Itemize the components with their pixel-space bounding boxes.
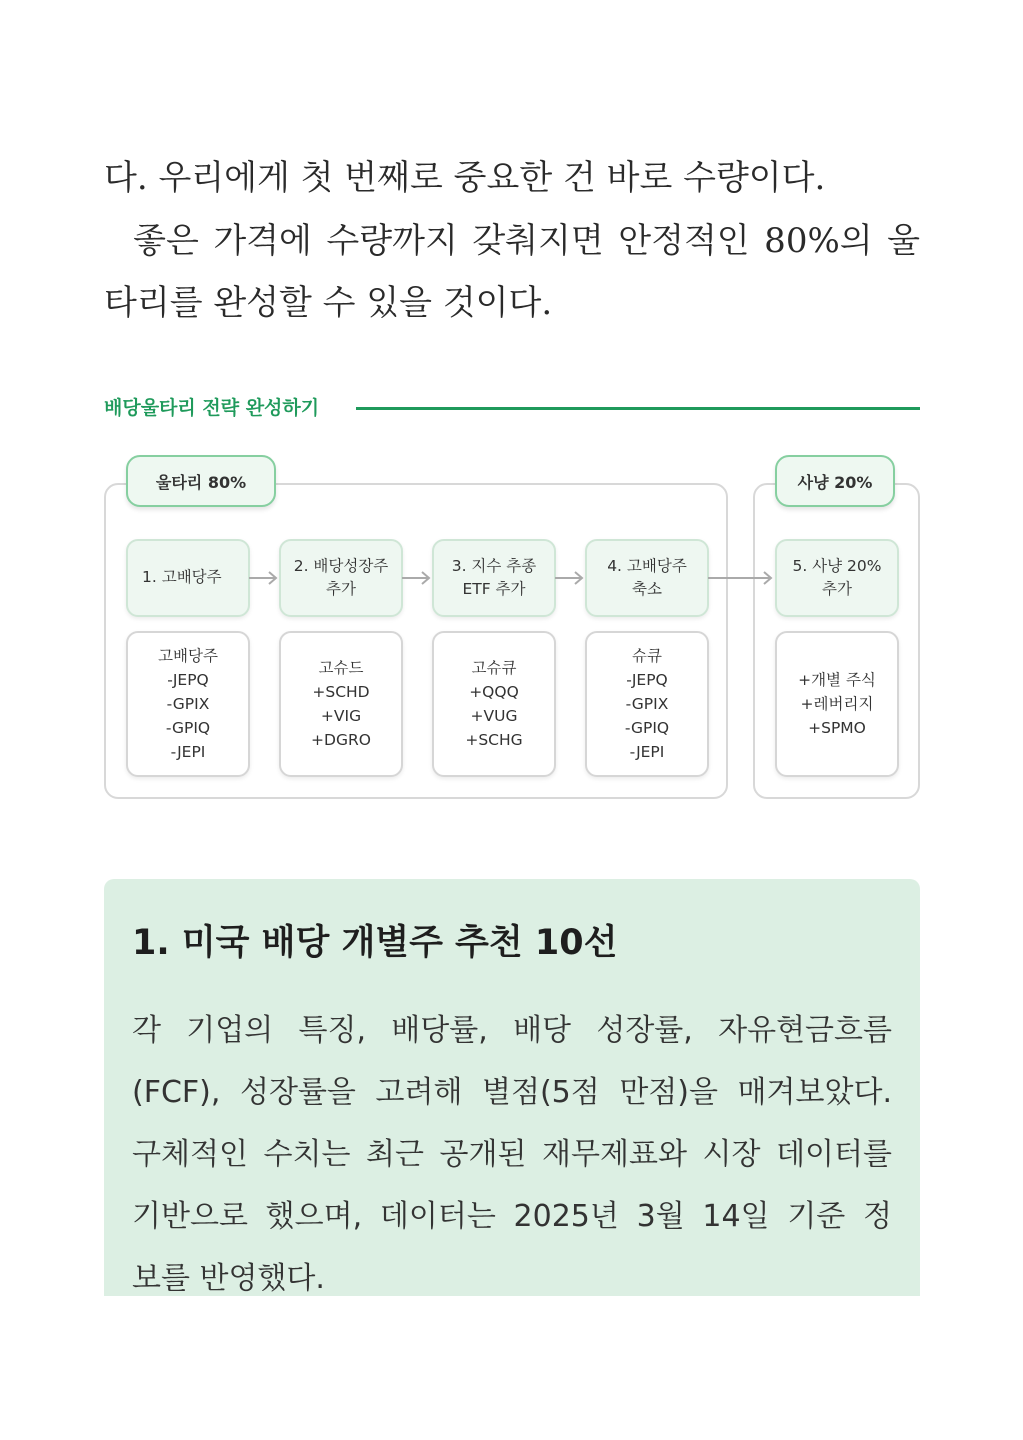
step-4-box: 4. 고배당주 축소 [585,539,709,617]
arrow-right-icon [249,570,279,586]
note-line: 구체적인 수치는 최근 공개된 재무제표와 시장 데이터를 [132,1137,892,1172]
arrow-right-icon [708,570,774,586]
step-3-items: 고슈큐 +QQQ +VUG +SCHG [432,631,556,777]
step-5-box: 5. 사냥 20% 추가 [775,539,899,617]
strategy-diagram [104,455,920,800]
section-rule [356,407,920,410]
fence-group-label: 울타리 80% [126,455,276,507]
note-box [104,879,920,1296]
step-2-box: 2. 배당성장주 추가 [279,539,403,617]
note-title: 1. 미국 배당 개별주 추천 10선 [132,923,618,963]
note-line: 각 기업의 특징, 배당률, 배당 성장률, 자유현금흐름 [132,1013,892,1048]
step-1-items: 고배당주 -JEPQ -GPIX -GPIQ -JEPI [126,631,250,777]
step-3-box: 3. 지수 추종 ETF 추가 [432,539,556,617]
section-header [104,390,920,426]
note-line: 보를 반영했다. [132,1261,325,1296]
hunt-group-label: 사냥 20% [775,455,895,507]
intro-line: 타리를 완성할 수 있을 것이다. [104,283,553,323]
step-2-items: 고슈드 +SCHD +VIG +DGRO [279,631,403,777]
note-line: (FCF), 성장률을 고려해 별점(5점 만점)을 매겨보았다. [132,1075,892,1110]
arrow-right-icon [402,570,432,586]
step-4-items: 슈큐 -JEPQ -GPIX -GPIQ -JEPI [585,631,709,777]
intro-line: 좋은 가격에 수량까지 갖춰지면 안정적인 80%의 울 [104,221,920,261]
step-5-items: +개별 주식 +레버리지 +SPMO [775,631,899,777]
section-title: 배당울타리 전략 완성하기 [104,397,320,419]
step-1-box: 1. 고배당주 [126,539,250,617]
intro-line: 다. 우리에게 첫 번째로 중요한 건 바로 수량이다. [104,158,826,198]
note-line: 기반으로 했으며, 데이터는 2025년 3월 14일 기준 정 [132,1199,892,1234]
arrow-right-icon [555,570,585,586]
